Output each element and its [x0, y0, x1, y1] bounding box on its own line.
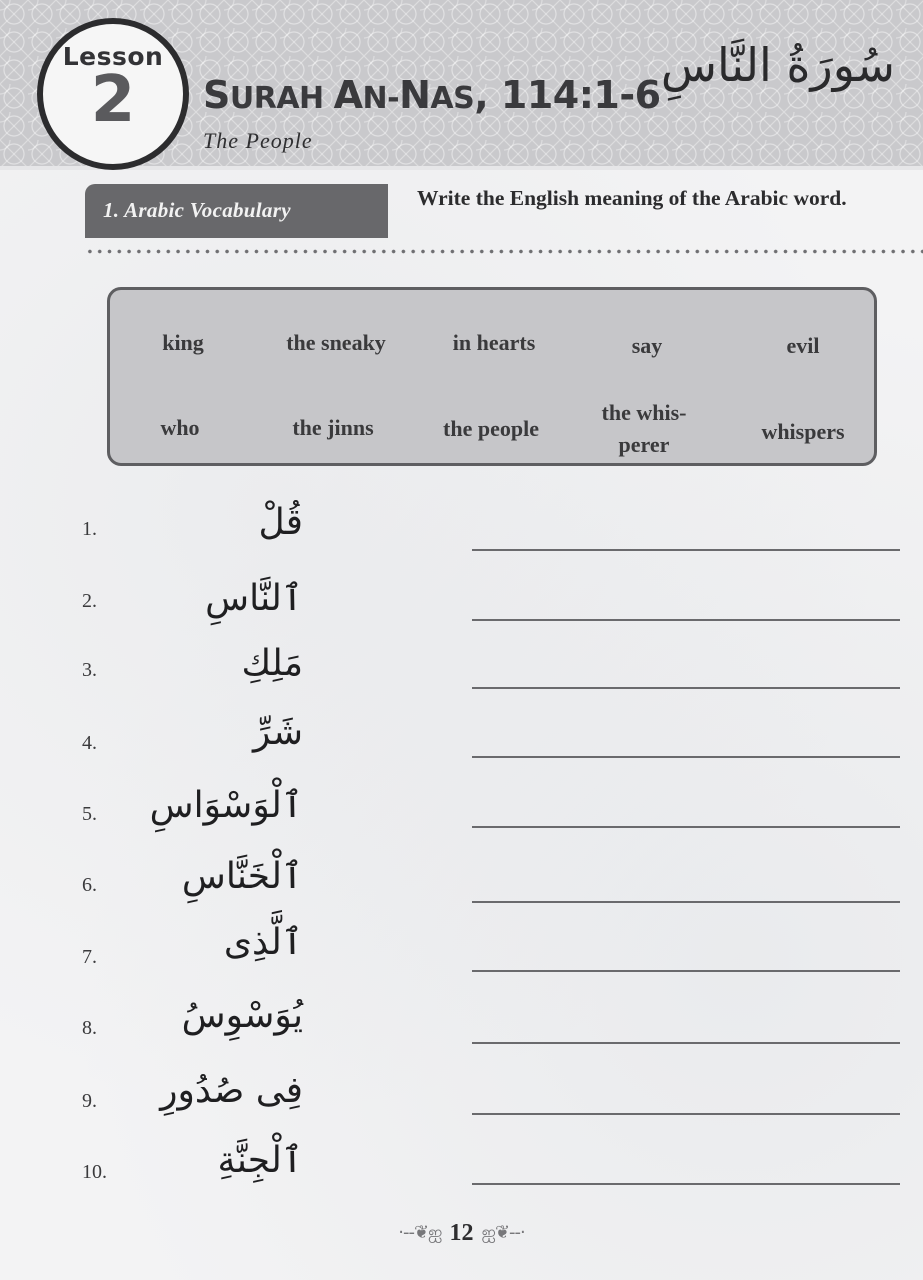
surah-subtitle: The People — [203, 128, 313, 153]
exercise-number: 4. — [82, 732, 97, 754]
word-bank-item: say — [631, 333, 663, 358]
answer-line — [472, 970, 900, 972]
arabic-word: مَلِكِ — [241, 643, 303, 684]
instructions: Write the English meaning of the Arabic word. — [417, 186, 847, 210]
answer-input[interactable] — [472, 584, 900, 618]
word-bank-item: who — [160, 415, 200, 440]
exercise-number: 8. — [82, 1017, 97, 1039]
title-a: A — [333, 73, 363, 117]
word-bank-item: the people — [443, 416, 539, 441]
page-number: 12 — [449, 1219, 474, 1246]
exercise-number: 2. — [82, 590, 97, 612]
title-n-dash: N- — [362, 81, 400, 116]
ornament-right-icon: ஐ❦--· — [481, 1221, 525, 1243]
arabic-word: ٱلنَّاسِ — [205, 578, 303, 619]
word-bank-item: the jinns — [292, 415, 374, 440]
arabic-word: شَرِّ — [252, 712, 303, 753]
surah-arabic-title: سُورَةُ النَّاسِ — [660, 38, 895, 92]
answer-input[interactable] — [472, 721, 900, 755]
answer-input[interactable] — [472, 791, 900, 825]
answer-input[interactable] — [472, 652, 900, 686]
surah-reference: , 114:1-6 — [474, 73, 661, 117]
surah-title — [203, 73, 661, 117]
word-bank-item: the whis- perer — [601, 400, 687, 457]
answer-line — [472, 1042, 900, 1044]
word-bank — [107, 287, 877, 466]
exercise-number: 1. — [82, 518, 97, 540]
answer-input[interactable] — [472, 935, 900, 969]
word-bank-item: king — [162, 330, 204, 355]
exercise-number: 6. — [82, 874, 97, 896]
word-bank-item: in hearts — [452, 330, 536, 355]
answer-input[interactable] — [472, 514, 900, 548]
arabic-word: قُلْ — [258, 502, 303, 543]
dotted-divider — [85, 249, 923, 254]
arabic-word: ٱلْخَنَّاسِ — [181, 856, 303, 897]
answer-line — [472, 687, 900, 689]
answer-line — [472, 1183, 900, 1185]
answer-input[interactable] — [472, 1148, 900, 1182]
exercise-number: 5. — [82, 803, 97, 825]
answer-line — [472, 619, 900, 621]
answer-line — [472, 1113, 900, 1115]
word-bank-item: the sneaky — [286, 330, 386, 355]
title-urah: URAH — [229, 81, 334, 116]
answer-line — [472, 826, 900, 828]
exercise-number: 3. — [82, 659, 97, 681]
exercise-number: 9. — [82, 1090, 97, 1112]
exercise-number: 7. — [82, 946, 97, 968]
lesson-badge — [37, 18, 189, 170]
arabic-word: ٱلَّذِى — [223, 922, 303, 963]
answer-input[interactable] — [472, 866, 900, 900]
page-footer — [0, 1213, 923, 1253]
word-bank-item: whispers — [761, 419, 845, 444]
exercise-number: 10. — [82, 1161, 107, 1183]
arabic-word: ٱلْوَسْوَاسِ — [149, 785, 303, 826]
title-s: S — [203, 73, 230, 117]
arabic-word: ٱلْجِنَّةِ — [217, 1140, 303, 1181]
answer-line — [472, 901, 900, 903]
word-bank-item: evil — [786, 333, 820, 358]
ornament-left-icon: ·--❦ஐ — [398, 1221, 442, 1243]
title-as: AS — [430, 81, 475, 116]
section-label: 1. Arabic Vocabulary — [85, 184, 388, 238]
title-n: N — [399, 73, 431, 117]
answer-input[interactable] — [472, 1078, 900, 1112]
answer-line — [472, 756, 900, 758]
lesson-number: 2 — [90, 63, 136, 137]
lesson-label: Lesson — [62, 42, 164, 71]
answer-input[interactable] — [472, 1007, 900, 1041]
answer-line — [472, 549, 900, 551]
arabic-word: فِى صُدُورِ — [160, 1070, 303, 1111]
arabic-word: يُوَسْوِسُ — [181, 995, 303, 1036]
